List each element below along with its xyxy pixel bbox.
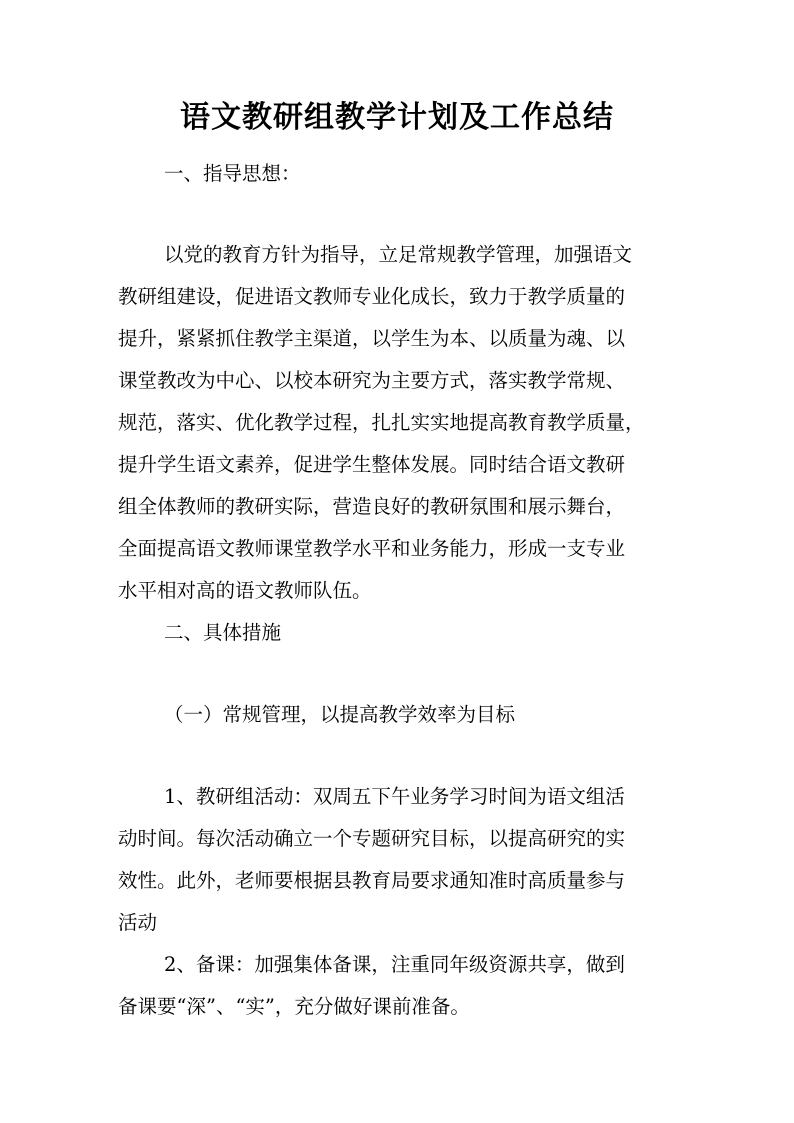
- paragraph-line: 备课要“深”、“实”，充分做好课前准备。: [118, 995, 470, 1018]
- paragraph-line: 以党的教育方针为指导，立足常规教学管理，加强语文: [164, 243, 633, 266]
- document-title: 语文教研组教学计划及工作总结: [180, 100, 614, 135]
- paragraph-line: 效性。此外，老师要根据县教育局要求通知准时高质量参与: [118, 869, 626, 892]
- paragraph-line: 提升学生语文素养，促进学生整体发展。同时结合语文教研: [118, 453, 626, 476]
- section-heading-guiding-ideology: 一、指导思想：: [164, 162, 301, 185]
- paragraph-line: 活动: [118, 911, 158, 934]
- paragraph-line: 课堂教改为中心、以校本研究为主要方式，落实教学常规、: [118, 369, 626, 392]
- paragraph-line: 提升，紧紧抓住教学主渠道，以学生为本、以质量为魂、以: [118, 327, 626, 350]
- paragraph-line: 1、教研组活动：双周五下午业务学习时间为语文组活: [164, 785, 625, 808]
- subsection-heading-routine-management: （一）常规管理，以提高教学效率为目标: [164, 703, 516, 726]
- paragraph-line: 水平相对高的语文教师队伍。: [118, 579, 372, 602]
- paragraph-line: 教研组建设，促进语文教师专业化成长，致力于教学质量的: [118, 285, 626, 308]
- paragraph-line: 2、备课：加强集体备课，注重同年级资源共享，做到: [164, 953, 625, 976]
- paragraph-line: 动时间。每次活动确立一个专题研究目标，以提高研究的实: [118, 827, 626, 850]
- paragraph-line: 全面提高语文教师课堂教学水平和业务能力，形成一支专业: [118, 537, 626, 560]
- paragraph-line: 规范，落实、优化教学过程，扎扎实实地提高教育教学质量，: [118, 411, 645, 434]
- section-heading-specific-measures: 二、具体措施: [164, 621, 282, 644]
- paragraph-line: 组全体教师的教研实际，营造良好的教研氛围和展示舞台，: [118, 495, 626, 518]
